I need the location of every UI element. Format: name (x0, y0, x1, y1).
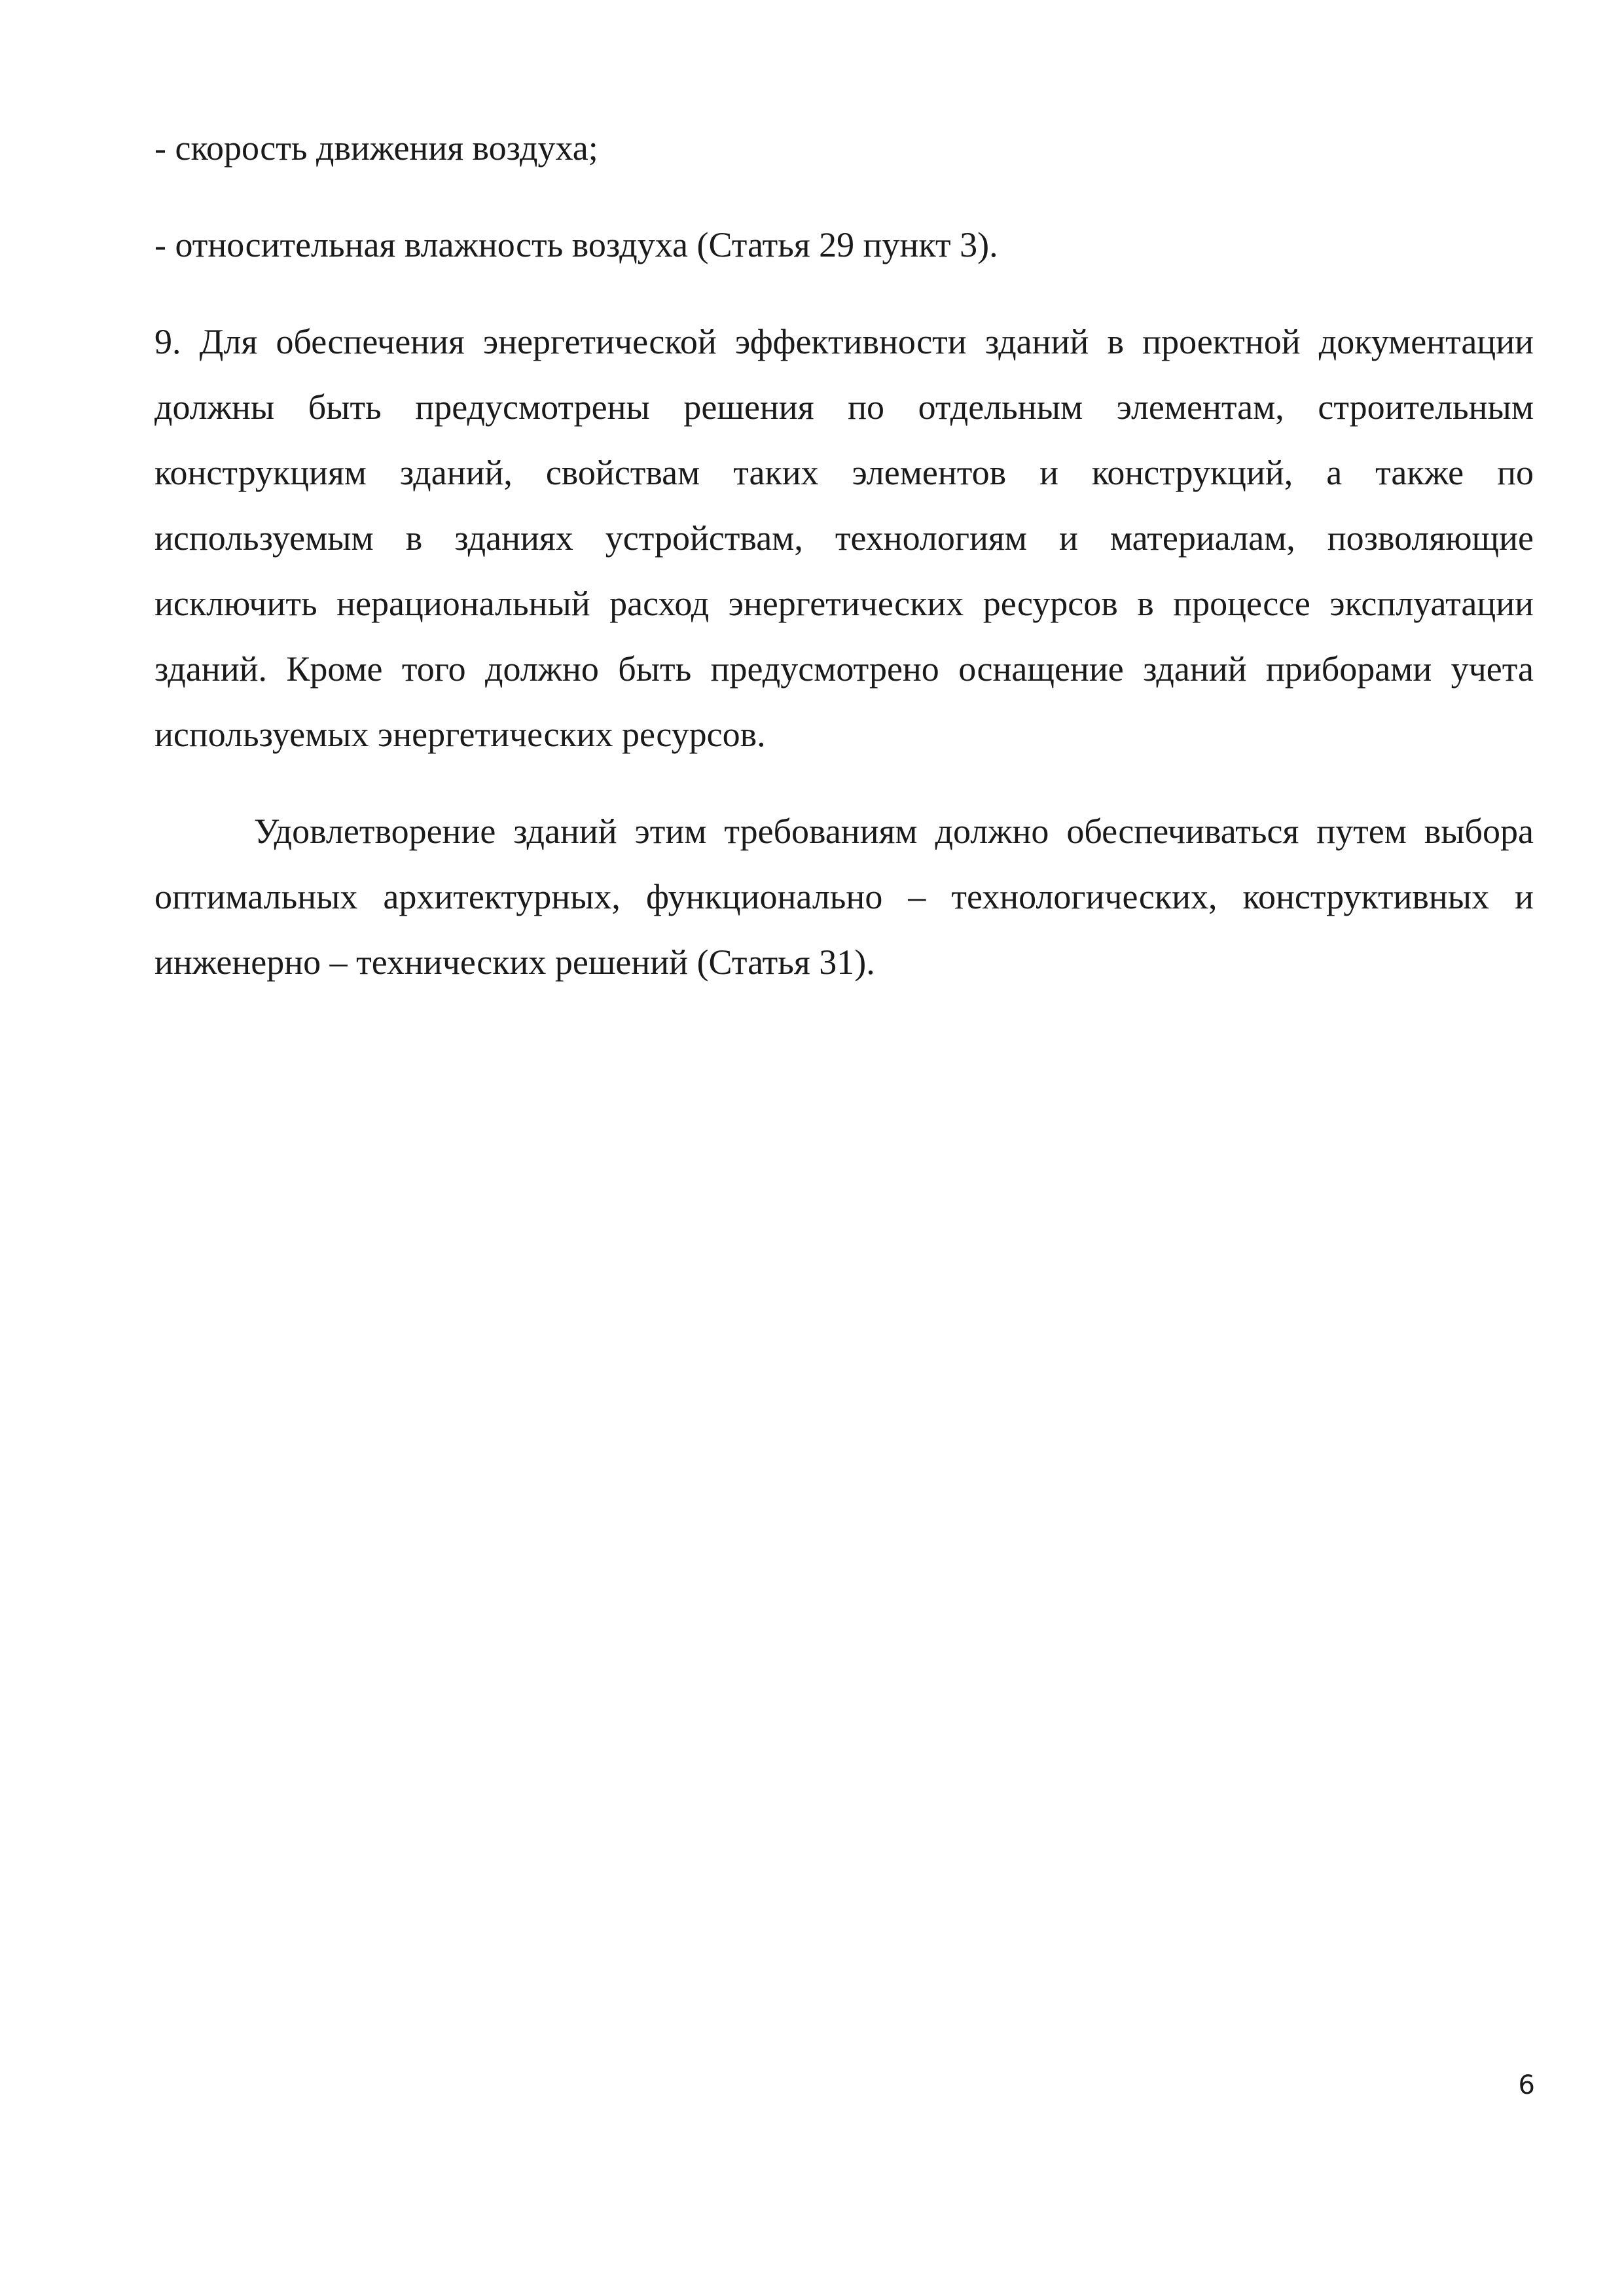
paragraph-energy-efficiency: 9. Для обеспечения энергетической эффективности зданий в проектной документации должны быть предусмотрены решения по отдельным элементам, строительным конструкциям зданий, свойствам таких элементов и конструкций, а также по используемым в зданиях устройствам, технологиям и материалам, позволяющие исключить нерациональный расход энергетических ресурсов в процессе эксплуатации зданий. Кроме того должно быть предусмотрено оснащение зданий приборами учета используемых энергетических ресурсов. (154, 322, 1534, 754)
list-item-air-speed: - скорость движения воздуха; (154, 128, 598, 168)
list-item-air-humidity: - относительная влажность воздуха (Статья 29 пункт 3). (154, 225, 998, 264)
document-body (154, 115, 1534, 1026)
page-number: 6 (1518, 2070, 1535, 2100)
paragraph-requirements: Удовлетворение зданий этим требованиям должно обеспечиваться путем выбора оптимальных архитектурных, функционально – технологических, конструктивных и инженерно – технических решений (Статья 31). (154, 812, 1534, 982)
